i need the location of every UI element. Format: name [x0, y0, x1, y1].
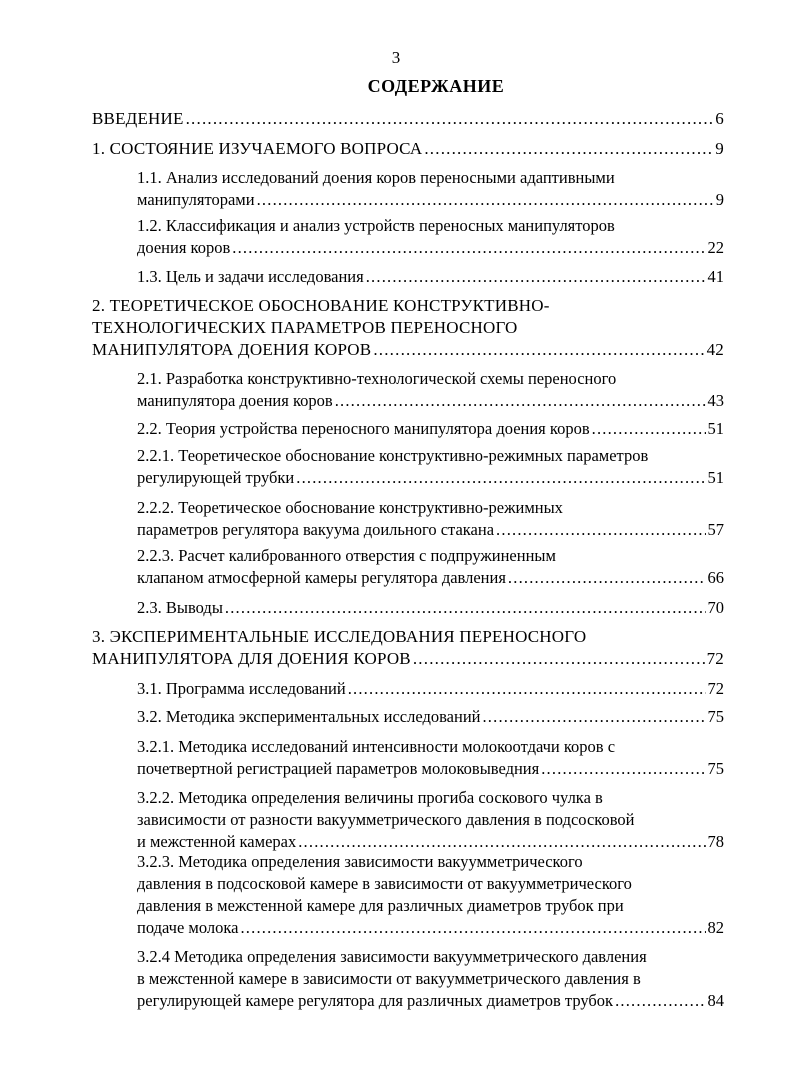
toc-entry-title: 3.1. Программа исследований: [137, 679, 346, 698]
toc-entry-title: клапаном атмосферной камеры регулятора давления: [137, 568, 506, 587]
toc-entry: [137, 418, 724, 440]
toc-entry-line: 2.2.1. Теоретическое обоснование конструктивно-режимных параметров: [137, 446, 649, 465]
toc-entry: [137, 445, 724, 489]
toc-entry: [137, 266, 724, 288]
toc-entry-title: 1. СОСТОЯНИЕ ИЗУЧАЕМОГО ВОПРОСА: [92, 139, 423, 158]
toc-entry-line: 2.1. Разработка конструктивно-технологической схемы переносного: [137, 369, 617, 388]
toc-entry: [137, 497, 724, 541]
toc-entry: [137, 368, 724, 412]
toc-entry-title: МАНИПУЛЯТОРА ДОЕНИЯ КОРОВ: [92, 340, 372, 359]
toc-entry-line: 1.1. Анализ исследований доения коров переносными адаптивными: [137, 168, 615, 187]
toc-entry: [137, 597, 724, 619]
toc-entry-line: зависимости от разности вакуумметрического давления в подсосковой: [137, 810, 635, 829]
toc-entry-title: манипулятора доения коров: [137, 391, 333, 410]
page-title: СОДЕРЖАНИЕ: [367, 76, 505, 96]
toc-entry-line: давления в межстенной камере для различных диаметров трубок при: [137, 896, 624, 915]
toc-entry: [137, 215, 724, 259]
toc-entry-title: регулирующей трубки: [137, 468, 295, 487]
toc-entry-page: 43: [707, 391, 724, 410]
toc-entry: [137, 736, 724, 780]
toc-entry-page: 51: [707, 468, 724, 487]
toc-entry-line: 3.2.3. Методика определения зависимости вакуумметрического: [137, 852, 583, 871]
toc-entry-title: и межстенной камерах: [137, 832, 297, 851]
toc-entry-line: 3.2.2. Методика определения величины прогиба соскового чулка в: [137, 788, 603, 807]
toc-entry-line: 1.2. Классификация и анализ устройств переносных манипуляторов: [137, 216, 615, 235]
toc-entry-title: параметров регулятора вакуума доильного стакана: [137, 520, 495, 539]
toc-entry-line: ТЕХНОЛОГИЧЕСКИХ ПАРАМЕТРОВ ПЕРЕНОСНОГО: [92, 318, 518, 337]
toc-entry: [92, 138, 724, 160]
toc-entry-line: 2.2.3. Расчет калиброванного отверстия с подпружиненным: [137, 546, 556, 565]
toc-entry-line: 3. ЭКСПЕРИМЕНТАЛЬНЫЕ ИССЛЕДОВАНИЯ ПЕРЕНОСНОГО: [92, 627, 587, 646]
toc-entry-page: 70: [707, 598, 724, 617]
toc-entry-page: 42: [706, 340, 724, 359]
toc-entry-title: манипуляторами: [137, 190, 255, 209]
toc-entry: [137, 787, 724, 853]
toc-entry-page: 57: [707, 520, 724, 539]
toc-entry: [137, 851, 724, 939]
toc-entry: [137, 167, 724, 211]
toc-entry-title: 1.3. Цель и задачи исследования: [137, 267, 364, 286]
toc-entry-line: 3.2.1. Методика исследований интенсивности молокоотдачи коров с: [137, 737, 616, 756]
toc-entry-page: 9: [715, 139, 724, 158]
toc-entry-page: 75: [707, 759, 724, 778]
toc-entry-line: давления в подсосковой камере в зависимости от вакуумметрического: [137, 874, 632, 893]
toc-entry-title: ВВЕДЕНИЕ: [92, 109, 184, 128]
toc-entry-title: почетвертной регистрацией параметров молоковыведния: [137, 759, 540, 778]
toc-entry-page: 6: [715, 109, 724, 128]
toc-entry-page: 75: [707, 707, 724, 726]
toc-entry-line: в межстенной камере в зависимости от вакуумметрического давления в: [137, 969, 641, 988]
toc-entry-title: 2.3. Выводы: [137, 598, 223, 617]
toc-entry-title: доения коров: [137, 238, 231, 257]
toc-entry-page: 72: [706, 649, 724, 668]
toc-entry-page: 78: [707, 832, 724, 851]
toc-entry-page: 9: [715, 190, 724, 209]
toc-entry-page: 41: [707, 267, 724, 286]
toc-entry: [137, 946, 724, 1012]
toc-entry-title: 3.2. Методика экспериментальных исследований: [137, 707, 481, 726]
toc-entry: [92, 295, 724, 361]
toc-entry: [137, 678, 724, 700]
toc-entry-page: 82: [707, 918, 724, 937]
toc-entry-page: 66: [707, 568, 724, 587]
toc-entry-line: 3.2.4 Методика определения зависимости вакуумметрического давления: [137, 947, 647, 966]
toc-entry: [137, 545, 724, 589]
toc-entry-title: 2.2. Теория устройства переносного манипулятора доения коров: [137, 419, 590, 438]
toc-entry-page: 84: [707, 991, 724, 1010]
toc-entry: [137, 706, 724, 728]
toc-entry-page: 22: [707, 238, 724, 257]
toc-entry-title: МАНИПУЛЯТОРА ДЛЯ ДОЕНИЯ КОРОВ: [92, 649, 411, 668]
toc-entry-title: подаче молока: [137, 918, 239, 937]
toc-entry-line: 2.2.2. Теоретическое обоснование конструктивно-режимных: [137, 498, 563, 517]
toc-entry-title: регулирующей камере регулятора для различных диаметров трубок: [137, 991, 614, 1010]
toc-entry: [92, 108, 724, 130]
toc-entry-page: 51: [707, 419, 724, 438]
toc-entry-line: 2. ТЕОРЕТИЧЕСКОЕ ОБОСНОВАНИЕ КОНСТРУКТИВНО-: [92, 296, 550, 315]
page-number: 3: [391, 48, 401, 67]
toc-entry-page: 72: [707, 679, 724, 698]
toc-entry: [92, 626, 724, 670]
